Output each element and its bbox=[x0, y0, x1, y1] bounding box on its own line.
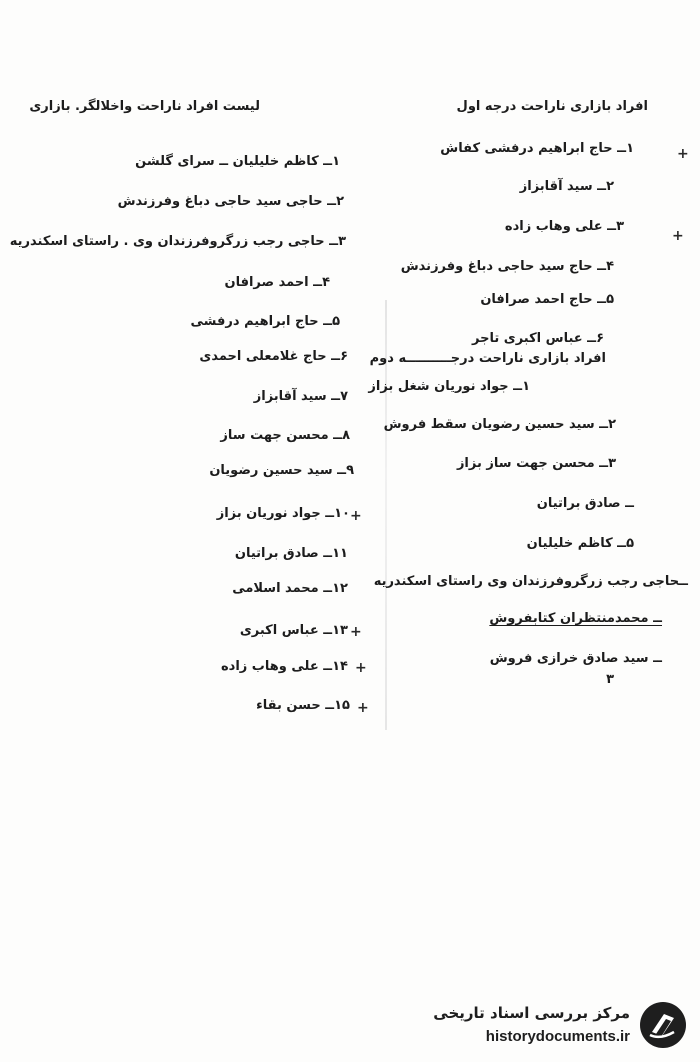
left-list-item: ۱۲ــ محمد اسلامی bbox=[232, 581, 348, 596]
right-list-item: ــ سید صادق خرازی فروش bbox=[489, 651, 662, 666]
right-list-item: ۳ــ محسن جهت ساز بزاز bbox=[456, 456, 616, 471]
plus-mark: + bbox=[350, 624, 362, 640]
left-list-item: ۹ــ سید حسین رضویان bbox=[209, 463, 354, 478]
plus-mark: + bbox=[357, 700, 369, 716]
right-list-item: ــ محمدمنتظران کتابفروش bbox=[489, 611, 662, 626]
left-list-item: ۱ــ کاظم خلیلیان ــ سرای گلشن bbox=[135, 154, 340, 169]
left-list-item: ۱۰ــ جواد نوریان بزاز bbox=[216, 506, 350, 521]
left-column-title: لیست افراد ناراحت واخلالگر. بازاری bbox=[29, 99, 260, 114]
archive-watermark bbox=[386, 1002, 686, 1052]
right-column-subtitle: افراد بازاری ناراحت درجــــــــــه دوم bbox=[369, 351, 606, 366]
right-list-item: ۱ــ جواد نوریان شغل بزاز bbox=[368, 379, 530, 394]
left-list-item: ۱۵ــ حسن بقاء bbox=[256, 698, 350, 713]
right-list-item: ۲ــ سید آقابزاز bbox=[519, 179, 614, 194]
left-list-item: ۸ــ محسن جهت ساز bbox=[220, 428, 350, 443]
left-list-item: ۳ــ حاجی رجب زرگروفرزندان وی . راستای اسکندریه bbox=[9, 234, 346, 249]
document-archive-icon bbox=[640, 1002, 686, 1048]
right-list-item: ۴ــ حاج سید حاجی دباغ وفرزندش bbox=[400, 259, 614, 274]
right-list-item: ــحاجی رجب زرگروفرزندان وی راستای اسکندریه bbox=[373, 574, 688, 589]
left-list-item: ۴ــ احمد صرافان bbox=[224, 275, 330, 290]
right-list-item: ــ صادق براتیان bbox=[536, 496, 634, 511]
plus-mark: + bbox=[672, 228, 684, 244]
plus-mark: + bbox=[355, 660, 367, 676]
left-list-item: ۱۱ــ صادق براتیان bbox=[234, 546, 348, 561]
page-number: ۳ bbox=[606, 672, 614, 687]
right-list-item: ۱ــ حاج ابراهیم درفشی کفاش bbox=[440, 141, 634, 156]
right-list-item: ۶ــ عباس اکبری تاجر bbox=[472, 331, 604, 346]
plus-mark: + bbox=[677, 146, 689, 162]
left-list-item: ۶ــ حاج غلامعلی احمدی bbox=[199, 349, 348, 364]
watermark-url: historydocuments.ir bbox=[485, 1028, 630, 1045]
watermark-title: مرکز بررسی اسناد تاریخی bbox=[433, 1004, 630, 1022]
left-list-item: ۲ــ حاجی سید حاجی دباغ وفرزندش bbox=[117, 194, 344, 209]
right-list-item: ۵ــ کاظم خلیلیان bbox=[526, 536, 634, 551]
plus-mark: + bbox=[350, 508, 362, 524]
right-list-item: ۵ــ حاج احمد صرافان bbox=[480, 292, 614, 307]
right-list-item: ۳ــ علی وهاب زاده bbox=[504, 219, 624, 234]
left-list-item: ۱۴ــ علی وهاب زاده bbox=[220, 659, 348, 674]
left-list-item: ۷ــ سید آقابزاز bbox=[253, 389, 348, 404]
left-list-item: ۱۳ــ عباس اکبری bbox=[239, 623, 348, 638]
right-list-item: ۲ــ سید حسین رضویان سقط فروش bbox=[383, 417, 616, 432]
right-column-title: افراد بازاری ناراحت درجه اول bbox=[456, 99, 648, 114]
left-list-item: ۵ــ حاج ابراهیم درفشی bbox=[190, 314, 340, 329]
